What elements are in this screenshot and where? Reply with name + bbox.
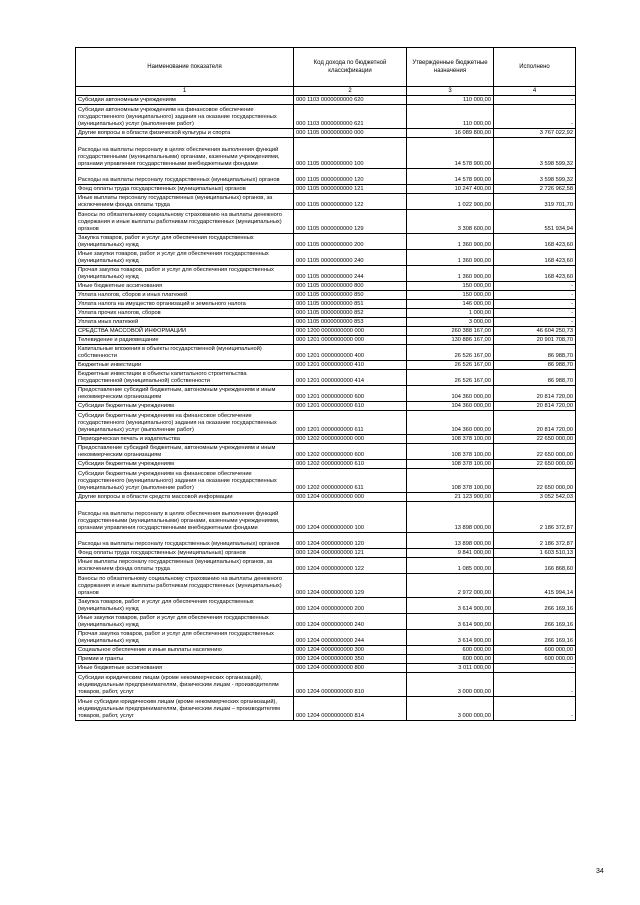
executed-amount-cell: 20 901 708,70	[494, 336, 576, 345]
table-row	[76, 502, 576, 533]
table-row	[76, 493, 576, 502]
approved-amount-cell: 13 898 000,00	[407, 533, 494, 549]
table-row	[76, 646, 576, 655]
indicator-name-cell: Иные закупки товаров, работ и услуг для обеспечения государственных (муниципальных) нужд	[76, 250, 294, 266]
executed-amount-cell: 3 767 022,92	[494, 129, 576, 138]
income-code-cell: 000 1204 0000000000 121	[294, 549, 407, 558]
indicator-name-cell: Закупка товаров, работ и услуг для обеспечения государственных (муниципальных) нужд	[76, 598, 294, 614]
table-row	[76, 533, 576, 549]
indicator-name-cell: Взносы по обязательному социальному страхованию на выплаты денежного содержания и иные выплаты работникам государственных (муниципальных) органов	[76, 574, 294, 598]
approved-amount-cell: 26 526 167,00	[407, 370, 494, 386]
income-code-cell: 000 1204 0000000000 200	[294, 598, 407, 614]
approved-amount-cell: 110 000,00	[407, 96, 494, 105]
indicator-name-cell: СРЕДСТВА МАССОВОЙ ИНФОРМАЦИИ	[76, 327, 294, 336]
table-row	[76, 309, 576, 318]
income-code-cell: 000 1105 0000000000 129	[294, 210, 407, 234]
indicator-name-cell: Бюджетные инвестиции	[76, 361, 294, 370]
table-row	[76, 574, 576, 598]
approved-amount-cell: 10 247 400,00	[407, 185, 494, 194]
approved-amount-cell: 146 000,00	[407, 300, 494, 309]
indicator-name-cell: Другие вопросы в области физической культуры и спорта	[76, 129, 294, 138]
approved-amount-cell: 600 000,00	[407, 655, 494, 664]
table-row	[76, 614, 576, 630]
indicator-name-cell: Периодическая печать и издательства	[76, 435, 294, 444]
indicator-name-cell: Расходы на выплаты персоналу в целях обеспечения выполнения функций государственными (муниципальными) органами, казенными учреждениями, органами управления государственными внебюджетными фондами	[76, 138, 294, 169]
executed-amount-cell: -	[494, 96, 576, 105]
indicator-name-cell: Уплата налогов, сборов и иных платежей	[76, 291, 294, 300]
income-code-cell: 000 1200 0000000000 000	[294, 327, 407, 336]
income-code-cell: 000 1204 0000000000 814	[294, 697, 407, 721]
table-row	[76, 169, 576, 185]
table-row	[76, 300, 576, 309]
approved-amount-cell: 108 378 100,00	[407, 460, 494, 469]
executed-amount-cell: 3 598 599,32	[494, 169, 576, 185]
income-code-cell: 000 1204 0000000000 244	[294, 630, 407, 646]
executed-amount-cell: -	[494, 105, 576, 129]
executed-amount-cell: 2 186 372,87	[494, 502, 576, 533]
table-row	[76, 598, 576, 614]
indicator-name-cell: Взносы по обязательному социальному страхованию на выплаты денежного содержания и иные выплаты работникам государственных (муниципальных) органов	[76, 210, 294, 234]
approved-amount-cell: 108 378 100,00	[407, 435, 494, 444]
approved-amount-cell: 1 360 900,00	[407, 234, 494, 250]
table-row	[76, 402, 576, 411]
table-row	[76, 469, 576, 493]
income-code-cell: 000 1105 0000000000 100	[294, 138, 407, 169]
approved-amount-cell: 3 000,00	[407, 318, 494, 327]
approved-amount-cell: 26 526 167,00	[407, 345, 494, 361]
indicator-name-cell: Иные бюджетные ассигнования	[76, 664, 294, 673]
indicator-name-cell: Иные субсидии юридическим лицам (кроме некоммерческих организаций), индивидуальным предпринимателям, физическим лицам – производителям товаров, работ, услуг	[76, 697, 294, 721]
table-row	[76, 210, 576, 234]
approved-amount-cell: 130 886 167,00	[407, 336, 494, 345]
approved-amount-cell: 260 388 167,00	[407, 327, 494, 336]
table-row	[76, 138, 576, 169]
income-code-cell: 000 1201 0000000000 400	[294, 345, 407, 361]
income-code-cell: 000 1103 0000000000 620	[294, 96, 407, 105]
indicator-name-cell: Иные выплаты персоналу государственных (муниципальных) органов, за исключением фонда оплаты труда	[76, 558, 294, 574]
executed-amount-cell: 3 052 542,03	[494, 493, 576, 502]
approved-amount-cell: 104 360 000,00	[407, 386, 494, 402]
header-approved: Утвержденные бюджетные назначения	[407, 48, 494, 87]
executed-amount-cell: -	[494, 300, 576, 309]
income-code-cell: 000 1105 0000000000 244	[294, 266, 407, 282]
approved-amount-cell: 3 614 900,00	[407, 630, 494, 646]
approved-amount-cell: 104 360 000,00	[407, 402, 494, 411]
executed-amount-cell: 86 988,70	[494, 361, 576, 370]
approved-amount-cell: 150 000,00	[407, 291, 494, 300]
table-header-row	[76, 48, 576, 87]
income-code-cell: 000 1105 0000000000 851	[294, 300, 407, 309]
income-code-cell: 000 1202 0000000000 611	[294, 469, 407, 493]
table-row	[76, 194, 576, 210]
column-number-row	[76, 87, 576, 96]
indicator-name-cell: Социальное обеспечение и иные выплаты населению	[76, 646, 294, 655]
indicator-name-cell: Расходы на выплаты персоналу государственных (муниципальных) органов	[76, 533, 294, 549]
indicator-name-cell: Субсидии бюджетным учреждениям	[76, 402, 294, 411]
income-code-cell: 000 1105 0000000000 852	[294, 309, 407, 318]
income-code-cell: 000 1202 0000000000 000	[294, 435, 407, 444]
approved-amount-cell: 21 123 900,00	[407, 493, 494, 502]
approved-amount-cell: 1 360 900,00	[407, 250, 494, 266]
approved-amount-cell: 26 526 167,00	[407, 361, 494, 370]
executed-amount-cell: -	[494, 673, 576, 697]
executed-amount-cell: 415 994,14	[494, 574, 576, 598]
indicator-name-cell: Расходы на выплаты персоналу государственных (муниципальных) органов	[76, 169, 294, 185]
executed-amount-cell: -	[494, 309, 576, 318]
page-number: 34	[596, 868, 604, 875]
table-row	[76, 386, 576, 402]
approved-amount-cell: 600 000,00	[407, 646, 494, 655]
approved-amount-cell: 13 898 000,00	[407, 502, 494, 533]
income-code-cell: 000 1204 0000000000 000	[294, 493, 407, 502]
indicator-name-cell: Субсидии юридическим лицам (кроме некоммерческих организаций), индивидуальным предпринимателям, физическим лицам - производителям товаров, работ, услуг	[76, 673, 294, 697]
executed-amount-cell: 266 169,16	[494, 630, 576, 646]
indicator-name-cell: Субсидии автономным учреждениям на финансовое обеспечение государственного (муниципального) задания на оказание государственных (муниципальных) услуг (выполнение работ)	[76, 105, 294, 129]
indicator-name-cell: Субсидии бюджетным учреждениям	[76, 460, 294, 469]
indicator-name-cell: Премии и гранты	[76, 655, 294, 664]
indicator-name-cell: Иные бюджетные ассигнования	[76, 282, 294, 291]
table-row	[76, 630, 576, 646]
executed-amount-cell: 86 988,70	[494, 370, 576, 386]
indicator-name-cell: Капитальные вложения в объекты государственной (муниципальной) собственности	[76, 345, 294, 361]
indicator-name-cell: Фонд оплаты труда государственных (муниципальных) органов	[76, 549, 294, 558]
table-row	[76, 234, 576, 250]
approved-amount-cell: 14 578 900,00	[407, 138, 494, 169]
executed-amount-cell: 2 726 962,58	[494, 185, 576, 194]
approved-amount-cell: 1 085 000,00	[407, 558, 494, 574]
header-income-code: Код дохода по бюджетной классификации	[294, 48, 407, 87]
table-row	[76, 664, 576, 673]
income-code-cell: 000 1105 0000000000 121	[294, 185, 407, 194]
executed-amount-cell: -	[494, 291, 576, 300]
executed-amount-cell: 20 814 720,00	[494, 386, 576, 402]
approved-amount-cell: 16 089 800,00	[407, 129, 494, 138]
indicator-name-cell: Предоставление субсидий бюджетным, автономным учреждениям и иным некоммерческим организациям	[76, 386, 294, 402]
approved-amount-cell: 1 000,00	[407, 309, 494, 318]
approved-amount-cell: 1 360 900,00	[407, 266, 494, 282]
indicator-name-cell: Предоставление субсидий бюджетным, автономным учреждениям и иным некоммерческим организациям	[76, 444, 294, 460]
table-row	[76, 336, 576, 345]
income-code-cell: 000 1204 0000000000 120	[294, 533, 407, 549]
approved-amount-cell: 108 378 100,00	[407, 444, 494, 460]
table-row	[76, 345, 576, 361]
indicator-name-cell: Субсидии бюджетным учреждениям на финансовое обеспечение государственного (муниципального) задания на оказание государственных (муниципальных) услуг (выполнение работ)	[76, 411, 294, 435]
approved-amount-cell: 9 841 000,00	[407, 549, 494, 558]
income-code-cell: 000 1204 0000000000 240	[294, 614, 407, 630]
table-row	[76, 370, 576, 386]
table-row	[76, 96, 576, 105]
column-number: 3	[407, 87, 494, 96]
income-code-cell: 000 1201 0000000000 000	[294, 336, 407, 345]
table-row	[76, 558, 576, 574]
executed-amount-cell: 22 650 000,00	[494, 444, 576, 460]
income-code-cell: 000 1201 0000000000 610	[294, 402, 407, 411]
indicator-name-cell: Уплата прочих налогов, сборов	[76, 309, 294, 318]
executed-amount-cell: -	[494, 318, 576, 327]
income-code-cell: 000 1204 0000000000 300	[294, 646, 407, 655]
indicator-name-cell: Иные закупки товаров, работ и услуг для обеспечения государственных (муниципальных) нужд	[76, 614, 294, 630]
indicator-name-cell: Расходы на выплаты персоналу в целях обеспечения выполнения функций государственными (муниципальными) органами, казенными учреждениями, органами управления государственными внебюджетными фондами	[76, 502, 294, 533]
approved-amount-cell: 14 578 900,00	[407, 169, 494, 185]
income-code-cell: 000 1202 0000000000 610	[294, 460, 407, 469]
table-row	[76, 185, 576, 194]
indicator-name-cell: Субсидии автономным учреждениям	[76, 96, 294, 105]
income-code-cell: 000 1201 0000000000 410	[294, 361, 407, 370]
executed-amount-cell: 1 603 510,13	[494, 549, 576, 558]
executed-amount-cell: 2 186 372,87	[494, 533, 576, 549]
indicator-name-cell: Иные выплаты персоналу государственных (муниципальных) органов, за исключением фонда оплаты труда	[76, 194, 294, 210]
approved-amount-cell: 3 000 000,00	[407, 673, 494, 697]
income-code-cell: 000 1105 0000000000 240	[294, 250, 407, 266]
approved-amount-cell: 104 360 000,00	[407, 411, 494, 435]
indicator-name-cell: Телевидение и радиовещание	[76, 336, 294, 345]
income-code-cell: 000 1202 0000000000 600	[294, 444, 407, 460]
table-row	[76, 105, 576, 129]
approved-amount-cell: 108 378 100,00	[407, 469, 494, 493]
executed-amount-cell: 551 934,94	[494, 210, 576, 234]
executed-amount-cell: 166 868,60	[494, 558, 576, 574]
income-code-cell: 000 1105 0000000000 200	[294, 234, 407, 250]
table-row	[76, 266, 576, 282]
header-executed: Исполнено	[494, 48, 576, 87]
indicator-name-cell: Уплата налога на имущество организаций и земельного налога	[76, 300, 294, 309]
executed-amount-cell: 20 814 720,00	[494, 402, 576, 411]
indicator-name-cell: Бюджетные инвестиции в объекты капитального строительства государственной (муниципальной) собственности	[76, 370, 294, 386]
indicator-name-cell: Субсидии бюджетным учреждениям на финансовое обеспечение государственного (муниципального) задания на оказание государственных (муниципальных) услуг (выполнение работ)	[76, 469, 294, 493]
table-row	[76, 411, 576, 435]
table-row	[76, 282, 576, 291]
table-row	[76, 444, 576, 460]
table-row	[76, 460, 576, 469]
indicator-name-cell: Другие вопросы в области средств массовой информации	[76, 493, 294, 502]
approved-amount-cell: 110 000,00	[407, 105, 494, 129]
executed-amount-cell: 168 423,60	[494, 250, 576, 266]
table-row	[76, 435, 576, 444]
table-row	[76, 318, 576, 327]
executed-amount-cell: 319 701,70	[494, 194, 576, 210]
income-code-cell: 000 1204 0000000000 350	[294, 655, 407, 664]
executed-amount-cell: 22 650 000,00	[494, 460, 576, 469]
table-row	[76, 129, 576, 138]
budget-execution-table	[75, 47, 576, 721]
income-code-cell: 000 1201 0000000000 611	[294, 411, 407, 435]
executed-amount-cell: 22 650 000,00	[494, 435, 576, 444]
table-row	[76, 250, 576, 266]
executed-amount-cell: 22 650 000,00	[494, 469, 576, 493]
approved-amount-cell: 3 011 000,00	[407, 664, 494, 673]
executed-amount-cell: 20 814 720,00	[494, 411, 576, 435]
indicator-name-cell: Прочая закупка товаров, работ и услуг для обеспечения государственных (муниципальных) нужд	[76, 630, 294, 646]
income-code-cell: 000 1201 0000000000 600	[294, 386, 407, 402]
income-code-cell: 000 1105 0000000000 000	[294, 129, 407, 138]
executed-amount-cell: 266 169,16	[494, 598, 576, 614]
income-code-cell: 000 1204 0000000000 810	[294, 673, 407, 697]
executed-amount-cell: -	[494, 697, 576, 721]
table-row	[76, 327, 576, 336]
approved-amount-cell: 2 972 000,00	[407, 574, 494, 598]
approved-amount-cell: 3 614 900,00	[407, 598, 494, 614]
executed-amount-cell: -	[494, 282, 576, 291]
executed-amount-cell: 168 423,60	[494, 266, 576, 282]
column-number: 4	[494, 87, 576, 96]
table-row	[76, 549, 576, 558]
income-code-cell: 000 1204 0000000000 800	[294, 664, 407, 673]
income-code-cell: 000 1105 0000000000 850	[294, 291, 407, 300]
executed-amount-cell: 600 000,00	[494, 646, 576, 655]
table-row	[76, 697, 576, 721]
table-body	[76, 96, 576, 721]
approved-amount-cell: 3 000 000,00	[407, 697, 494, 721]
column-number: 1	[76, 87, 294, 96]
table-row	[76, 655, 576, 664]
indicator-name-cell: Уплата иных платежей	[76, 318, 294, 327]
header-indicator-name: Наименование показателя	[76, 48, 294, 87]
executed-amount-cell: -	[494, 664, 576, 673]
table-row	[76, 361, 576, 370]
income-code-cell: 000 1204 0000000000 122	[294, 558, 407, 574]
table-row	[76, 291, 576, 300]
approved-amount-cell: 3 614 900,00	[407, 614, 494, 630]
income-code-cell: 000 1201 0000000000 414	[294, 370, 407, 386]
approved-amount-cell: 1 022 900,00	[407, 194, 494, 210]
column-number: 2	[294, 87, 407, 96]
income-code-cell: 000 1103 0000000000 621	[294, 105, 407, 129]
income-code-cell: 000 1105 0000000000 800	[294, 282, 407, 291]
table-row	[76, 673, 576, 697]
executed-amount-cell: 168 423,60	[494, 234, 576, 250]
income-code-cell: 000 1105 0000000000 122	[294, 194, 407, 210]
indicator-name-cell: Прочая закупка товаров, работ и услуг для обеспечения государственных (муниципальных) нужд	[76, 266, 294, 282]
executed-amount-cell: 3 598 599,32	[494, 138, 576, 169]
income-code-cell: 000 1204 0000000000 100	[294, 502, 407, 533]
approved-amount-cell: 3 308 600,00	[407, 210, 494, 234]
income-code-cell: 000 1204 0000000000 129	[294, 574, 407, 598]
income-code-cell: 000 1105 0000000000 853	[294, 318, 407, 327]
income-code-cell: 000 1105 0000000000 120	[294, 169, 407, 185]
approved-amount-cell: 150 000,00	[407, 282, 494, 291]
executed-amount-cell: 600 000,00	[494, 655, 576, 664]
executed-amount-cell: 46 604 250,73	[494, 327, 576, 336]
executed-amount-cell: 266 169,16	[494, 614, 576, 630]
indicator-name-cell: Фонд оплаты труда государственных (муниципальных) органов	[76, 185, 294, 194]
executed-amount-cell: 86 988,70	[494, 345, 576, 361]
indicator-name-cell: Закупка товаров, работ и услуг для обеспечения государственных (муниципальных) нужд	[76, 234, 294, 250]
